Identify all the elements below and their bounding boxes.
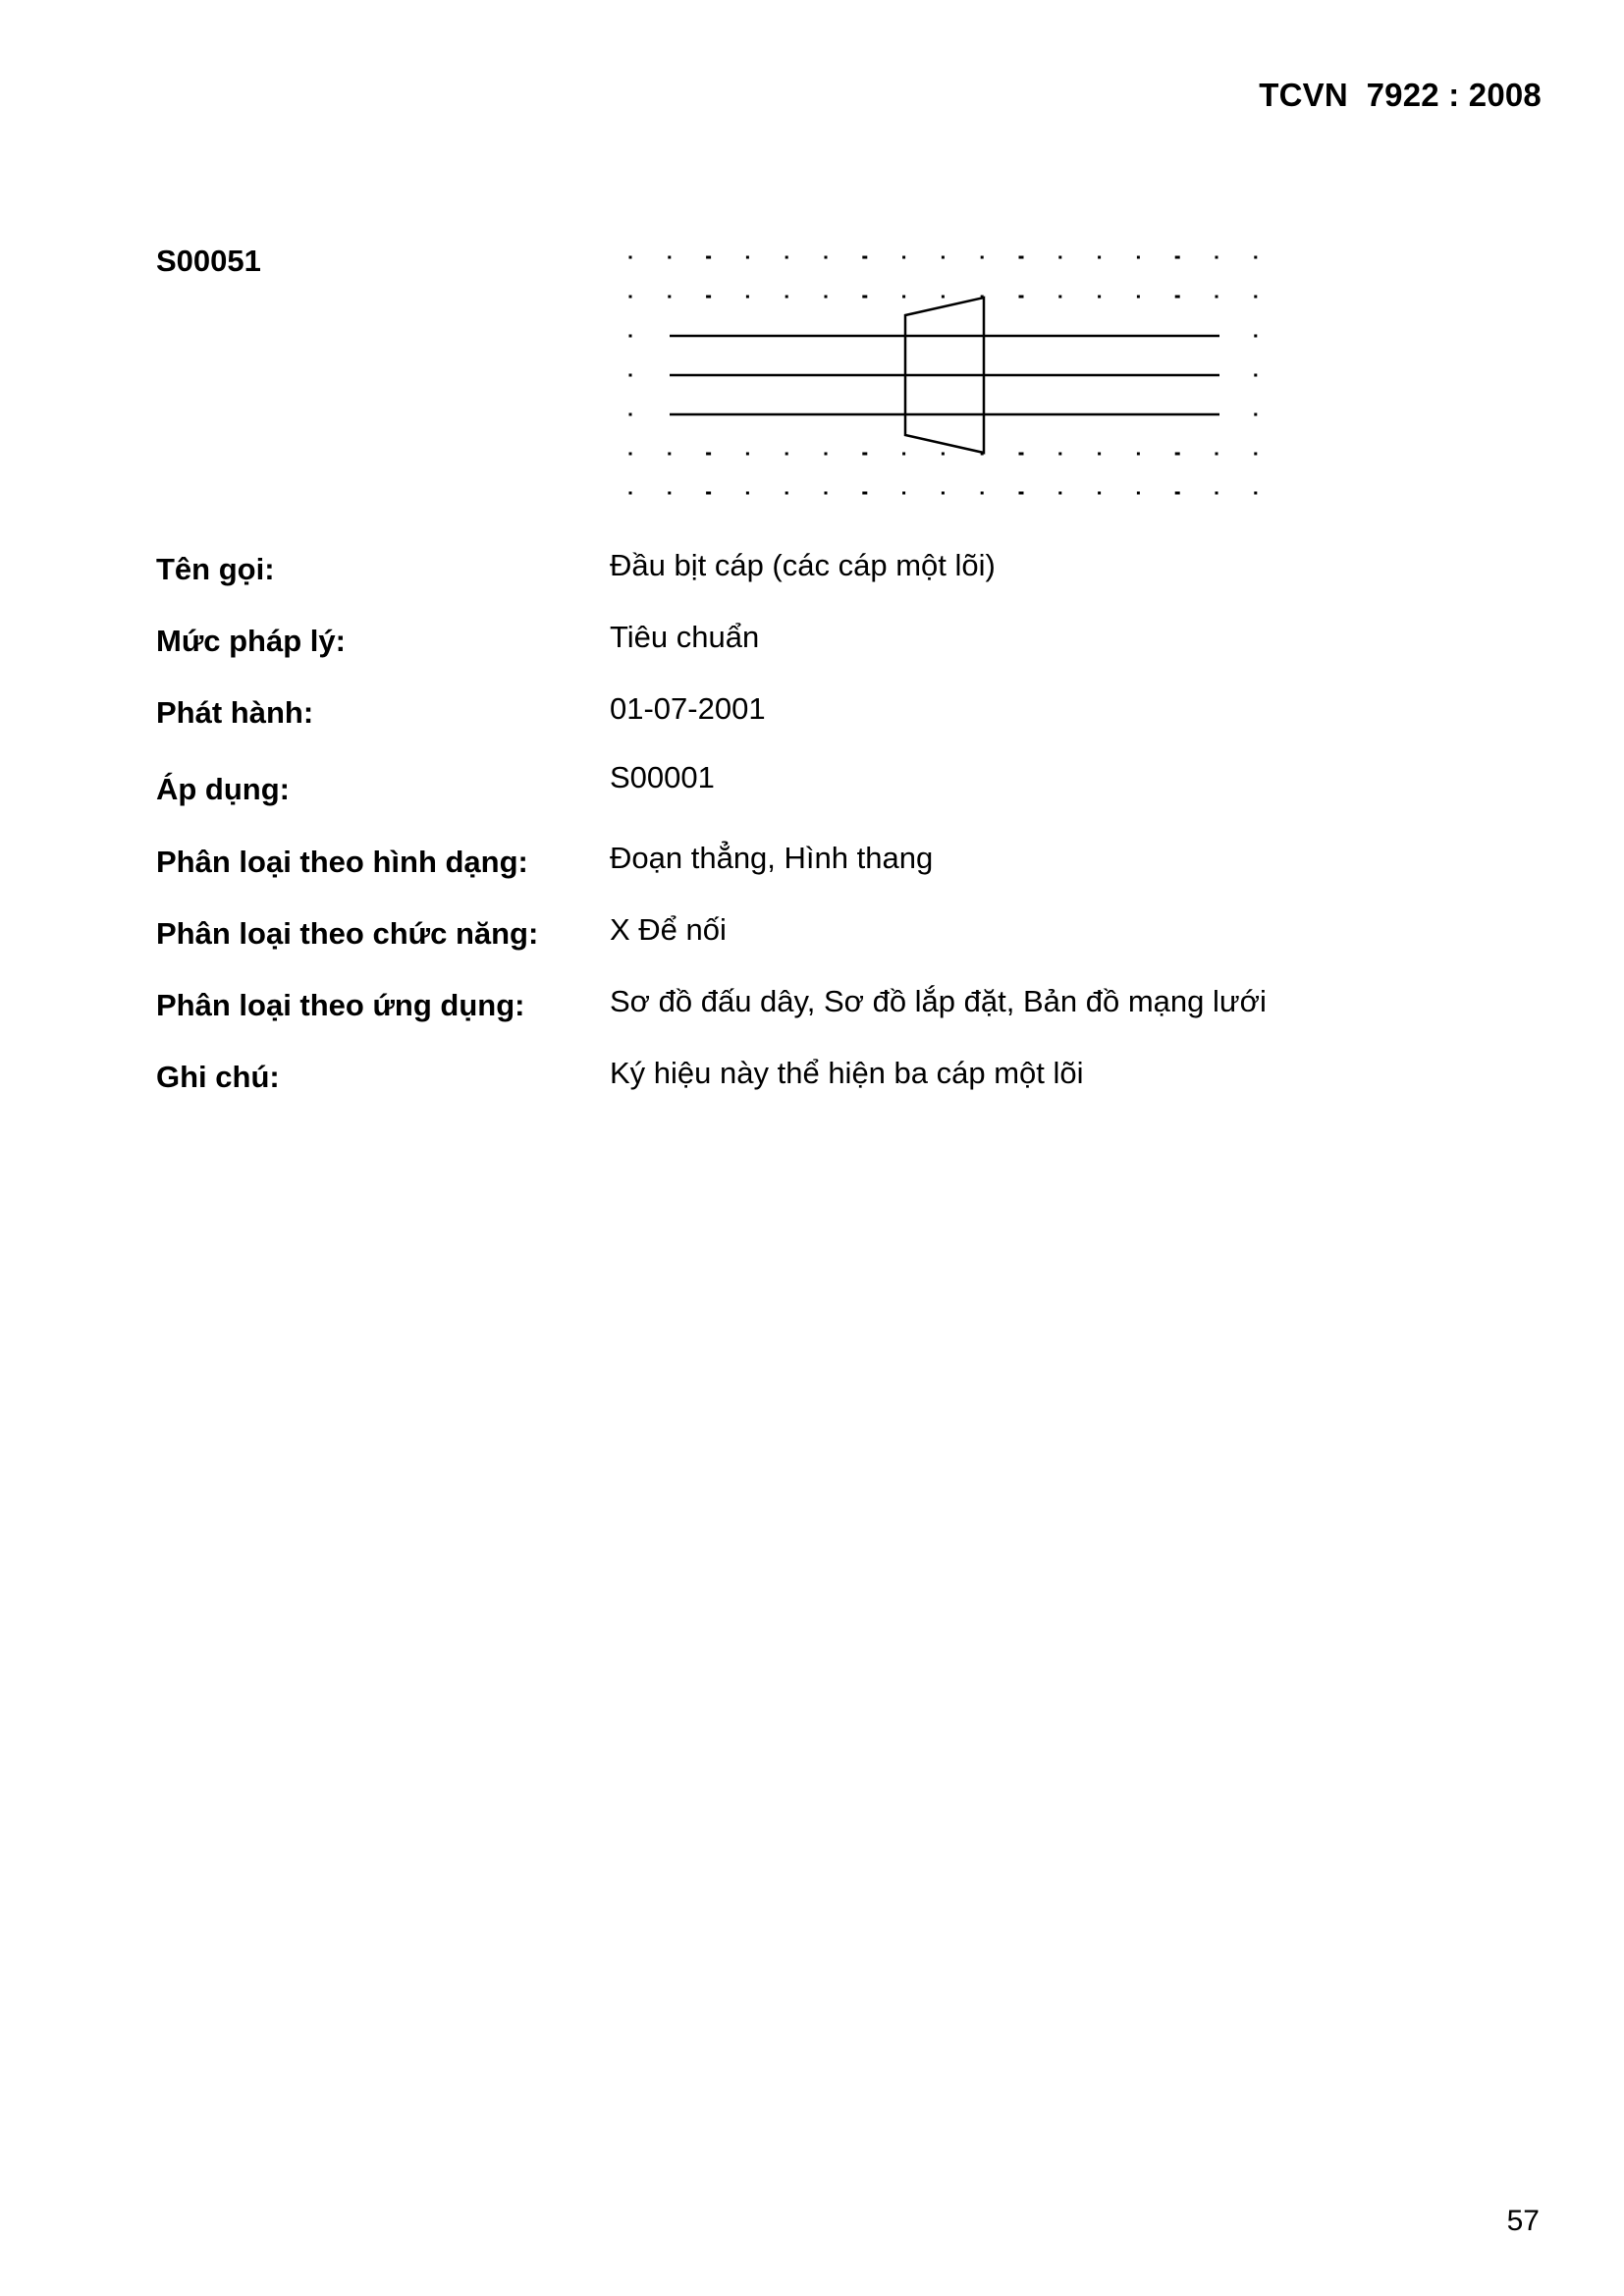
grid-dot xyxy=(1019,492,1024,495)
grid-dot xyxy=(706,256,711,259)
property-value: X Để nối xyxy=(610,912,727,947)
property-value: Ký hiệu này thể hiện ba cáp một lõi xyxy=(610,1056,1084,1090)
grid-dot xyxy=(668,492,671,495)
grid-dot xyxy=(1216,296,1218,299)
grid-dot xyxy=(746,453,749,456)
grid-dot xyxy=(1019,296,1024,299)
property-row-applies xyxy=(156,760,1334,811)
grid-dot xyxy=(629,335,632,338)
grid-dot xyxy=(785,296,788,299)
grid-dot xyxy=(981,256,984,259)
grid-dot xyxy=(902,256,905,259)
grid-dot xyxy=(862,492,867,495)
grid-dot xyxy=(1254,492,1257,495)
property-value: Đoạn thẳng, Hình thang xyxy=(610,841,934,875)
grid-dot xyxy=(1254,374,1257,377)
grid-dot xyxy=(902,296,905,299)
property-label: Mức pháp lý: xyxy=(156,624,346,658)
grid-dot xyxy=(785,256,788,259)
grid-dot xyxy=(1175,453,1180,456)
grid-dot xyxy=(902,453,905,456)
grid-dot xyxy=(862,296,867,299)
standard-header: TCVN 7922 : 2008 xyxy=(1259,77,1542,113)
grid-dot xyxy=(1216,492,1218,495)
property-value: Tiêu chuẩn xyxy=(610,620,760,654)
grid-dot xyxy=(1216,453,1218,456)
property-row-issued xyxy=(156,691,1334,735)
property-value: Đầu bịt cáp (các cáp một lõi) xyxy=(610,548,996,582)
grid-dot xyxy=(706,453,711,456)
property-value: Sơ đồ đấu dây, Sơ đồ lắp đặt, Bản đồ mạng lưới xyxy=(610,984,1267,1018)
property-label: Phân loại theo hình dạng: xyxy=(156,845,528,879)
grid-dot xyxy=(1098,453,1101,456)
cable-sealing-end-icon xyxy=(619,242,1267,507)
grid-dot xyxy=(706,492,711,495)
grid-dot xyxy=(1216,256,1218,259)
property-label: Ghi chú: xyxy=(156,1060,280,1094)
grid-dot xyxy=(1058,453,1061,456)
grid-dot xyxy=(746,492,749,495)
property-label: Áp dụng: xyxy=(156,772,291,806)
grid-dot xyxy=(1137,453,1140,456)
cable-lines xyxy=(670,336,1219,414)
grid-dot xyxy=(785,492,788,495)
grid-dot xyxy=(668,256,671,259)
grid-dot xyxy=(1175,492,1180,495)
grid-dot xyxy=(942,492,945,495)
grid-dot xyxy=(1175,256,1180,259)
property-row-application-class xyxy=(156,984,1334,1027)
grid-dot xyxy=(1019,453,1024,456)
grid-dot xyxy=(981,492,984,495)
grid-dot xyxy=(862,256,867,259)
grid-dot xyxy=(1058,492,1061,495)
grid-dot xyxy=(1019,256,1024,259)
grid-dot xyxy=(1098,492,1101,495)
grid-dot xyxy=(942,296,945,299)
grid-dot xyxy=(629,256,632,259)
property-label: Phân loại theo chức năng: xyxy=(156,916,539,951)
grid-dot xyxy=(746,296,749,299)
property-label: Phân loại theo ứng dụng: xyxy=(156,988,525,1022)
grid-dot xyxy=(746,256,749,259)
grid-dot xyxy=(629,296,632,299)
property-row-function-class xyxy=(156,912,1334,956)
grid-dot xyxy=(825,492,828,495)
grid-dot xyxy=(862,453,867,456)
grid-dot xyxy=(629,413,632,416)
grid-dot xyxy=(706,296,711,299)
property-row-note xyxy=(156,1056,1334,1099)
property-value: 01-07-2001 xyxy=(610,691,766,726)
grid-dot xyxy=(785,453,788,456)
grid-dot xyxy=(942,453,945,456)
grid-dot xyxy=(1137,296,1140,299)
grid-dot xyxy=(825,256,828,259)
grid-dot xyxy=(1254,335,1257,338)
grid-dot xyxy=(825,453,828,456)
property-row-legal-level xyxy=(156,620,1334,663)
symbol-code: S00051 xyxy=(156,244,261,278)
grid-dot xyxy=(1137,492,1140,495)
grid-dot xyxy=(629,492,632,495)
grid-dot xyxy=(1058,256,1061,259)
grid-dot xyxy=(1058,296,1061,299)
grid-dot xyxy=(902,492,905,495)
grid-dot xyxy=(1254,256,1257,259)
grid-dot xyxy=(1254,296,1257,299)
grid-dot xyxy=(668,453,671,456)
grid-dot xyxy=(668,296,671,299)
grid-dot xyxy=(1254,453,1257,456)
grid-dot xyxy=(1137,256,1140,259)
grid-dot xyxy=(825,296,828,299)
grid-dot xyxy=(1254,413,1257,416)
grid-dot xyxy=(1098,296,1101,299)
grid-dot xyxy=(629,374,632,377)
property-value: S00001 xyxy=(610,760,715,794)
grid-dot xyxy=(1098,256,1101,259)
grid-dot xyxy=(1175,296,1180,299)
page-number: 57 xyxy=(1506,2205,1540,2237)
property-row-shape-class xyxy=(156,841,1334,884)
property-label: Tên gọi: xyxy=(156,552,275,586)
property-label: Phát hành: xyxy=(156,695,314,730)
property-row-name xyxy=(156,548,1334,591)
grid-dot xyxy=(629,453,632,456)
grid-dot xyxy=(942,256,945,259)
